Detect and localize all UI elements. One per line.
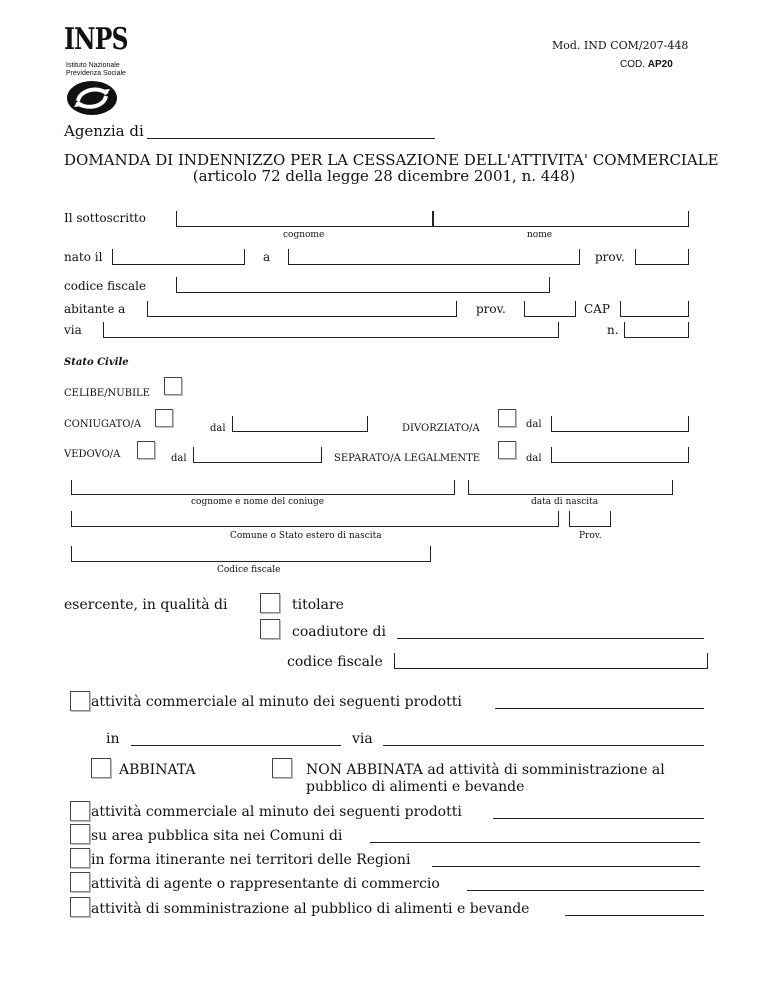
somministrazione-checkbox[interactable] — [70, 897, 90, 917]
title-line-1: DOMANDA DI INDENNIZZO PER LA CESSAZIONE DELL'ATTIVITA' COMMERCIALE — [64, 151, 719, 169]
esercente-label: esercente, in qualità di — [64, 597, 228, 613]
coniugato-checkbox[interactable] — [155, 409, 173, 427]
agente-input[interactable] — [467, 876, 704, 891]
celibe-label: CELIBE/NUBILE — [64, 388, 150, 399]
birth-date-input[interactable] — [112, 249, 245, 265]
coadiutore-input[interactable] — [397, 624, 704, 639]
titolare-checkbox[interactable] — [260, 593, 280, 613]
abbinata-label: ABBINATA — [119, 762, 196, 778]
logo-subtitle-2: Previdenza Sociale — [66, 70, 126, 77]
n-label: n. — [607, 323, 619, 337]
birth-prov-input[interactable] — [635, 249, 689, 265]
spouse-prov-caption: Prov. — [579, 531, 602, 541]
somministrazione-input[interactable] — [565, 901, 704, 916]
coniugato-label: CONIUGATO/A — [64, 419, 142, 430]
via-input[interactable] — [103, 322, 559, 338]
vedovo-label: VEDOVO/A — [64, 449, 121, 460]
via-label: via — [64, 323, 82, 337]
role-cf-label: codice fiscale — [287, 654, 383, 670]
logo-emblem-icon — [66, 80, 118, 116]
area-pubblica-input[interactable] — [370, 828, 700, 843]
agency-label: Agenzia di — [64, 122, 144, 140]
agency-input[interactable] — [147, 124, 435, 139]
cap-label: CAP — [584, 302, 610, 316]
vedovo-dal-label: dal — [171, 453, 187, 464]
role-cf-input[interactable] — [394, 653, 708, 669]
agente-checkbox[interactable] — [70, 872, 90, 892]
spouse-cf-caption: Codice fiscale — [217, 565, 281, 575]
a-label: a — [263, 250, 271, 264]
civil-status-heading: Stato Civile — [64, 357, 129, 368]
vedovo-checkbox[interactable] — [137, 441, 155, 459]
abbinata-checkbox[interactable] — [91, 758, 111, 778]
divorziato-date-input[interactable] — [551, 416, 689, 432]
non-abbinata-label-1: NON ABBINATA ad attività di somministrazione al — [306, 762, 665, 778]
cognome-input[interactable] — [176, 211, 434, 227]
codice-fiscale-input[interactable] — [176, 277, 550, 293]
sottoscritto-label: Il sottoscritto — [64, 211, 146, 225]
separato-dal-label: dal — [526, 453, 542, 464]
minuto1-input[interactable] — [495, 694, 704, 709]
in-input[interactable] — [131, 731, 341, 746]
minuto2-label: attività commerciale al minuto dei seguenti prodotti — [91, 804, 462, 820]
nome-input[interactable] — [432, 211, 689, 227]
area-pubblica-checkbox[interactable] — [70, 824, 90, 844]
logo-subtitle-1: Istituto Nazionale — [66, 62, 120, 69]
codice-fiscale-label: codice fiscale — [64, 279, 147, 293]
coadiutore-label: coadiutore di — [292, 624, 386, 640]
spouse-birth-place-input[interactable] — [71, 511, 559, 527]
cod-code — [620, 59, 673, 70]
non-abbinata-checkbox[interactable] — [272, 758, 292, 778]
spouse-cf-input[interactable] — [71, 546, 431, 562]
cod-label: COD. — [620, 59, 645, 70]
area-pubblica-label: su area pubblica sita nei Comuni di — [91, 828, 343, 844]
via-activity-input[interactable] — [383, 731, 704, 746]
nome-caption: nome — [527, 230, 553, 240]
divorziato-checkbox[interactable] — [498, 409, 516, 427]
prov-label: prov. — [595, 250, 625, 264]
minuto1-label: attività commerciale al minuto dei seguenti prodotti — [91, 694, 462, 710]
residence-input[interactable] — [147, 301, 457, 317]
coadiutore-checkbox[interactable] — [260, 619, 280, 639]
coniugato-date-input[interactable] — [232, 416, 368, 432]
spouse-name-caption: cognome e nome del coniuge — [191, 497, 325, 507]
logo-text: INPS — [64, 22, 128, 57]
model-code: Mod. IND COM/207-448 — [552, 39, 689, 52]
minuto2-input[interactable] — [493, 804, 704, 819]
spouse-name-input[interactable] — [71, 480, 455, 495]
name-divider — [432, 211, 433, 227]
titolare-label: titolare — [292, 597, 344, 613]
title-line-2: (articolo 72 della legge 28 dicembre 2001, n. 448) — [192, 167, 576, 185]
residence-prov-input[interactable] — [524, 301, 576, 317]
nato-label: nato il — [64, 250, 103, 264]
minuto1-checkbox[interactable] — [70, 691, 90, 711]
somministrazione-label: attività di somministrazione al pubblico di alimenti e bevande — [91, 901, 530, 917]
residence-prov-label: prov. — [476, 302, 506, 316]
itinerante-input[interactable] — [432, 852, 700, 867]
cod-value: AP20 — [647, 59, 673, 70]
coniugato-dal-label: dal — [210, 423, 226, 434]
agente-label: attività di agente o rappresentante di commercio — [91, 876, 440, 892]
divorziato-dal-label: dal — [526, 419, 542, 430]
non-abbinata-label-2: pubblico di alimenti e bevande — [306, 779, 525, 795]
spouse-birth-date-input[interactable] — [468, 480, 673, 495]
vedovo-date-input[interactable] — [193, 447, 322, 463]
itinerante-checkbox[interactable] — [70, 848, 90, 868]
spouse-birth-place-caption: Comune o Stato estero di nascita — [230, 531, 382, 541]
inps-logo — [64, 22, 128, 119]
divorziato-label: DIVORZIATO/A — [402, 423, 480, 434]
itinerante-label: in forma itinerante nei territori delle Regioni — [91, 852, 411, 868]
spouse-birth-date-caption: data di nascita — [531, 497, 599, 507]
abitante-label: abitante a — [64, 302, 126, 316]
via-activity-label: via — [352, 731, 373, 747]
celibe-checkbox[interactable] — [164, 377, 182, 395]
cognome-caption: cognome — [283, 230, 325, 240]
in-label: in — [106, 731, 120, 747]
separato-date-input[interactable] — [551, 447, 689, 463]
minuto2-checkbox[interactable] — [70, 801, 90, 821]
birth-place-input[interactable] — [288, 249, 580, 265]
separato-label: SEPARATO/A LEGALMENTE — [334, 453, 481, 464]
separato-checkbox[interactable] — [498, 441, 516, 459]
civic-number-input[interactable] — [624, 322, 689, 338]
spouse-prov-input[interactable] — [569, 511, 611, 527]
cap-input[interactable] — [620, 301, 689, 317]
